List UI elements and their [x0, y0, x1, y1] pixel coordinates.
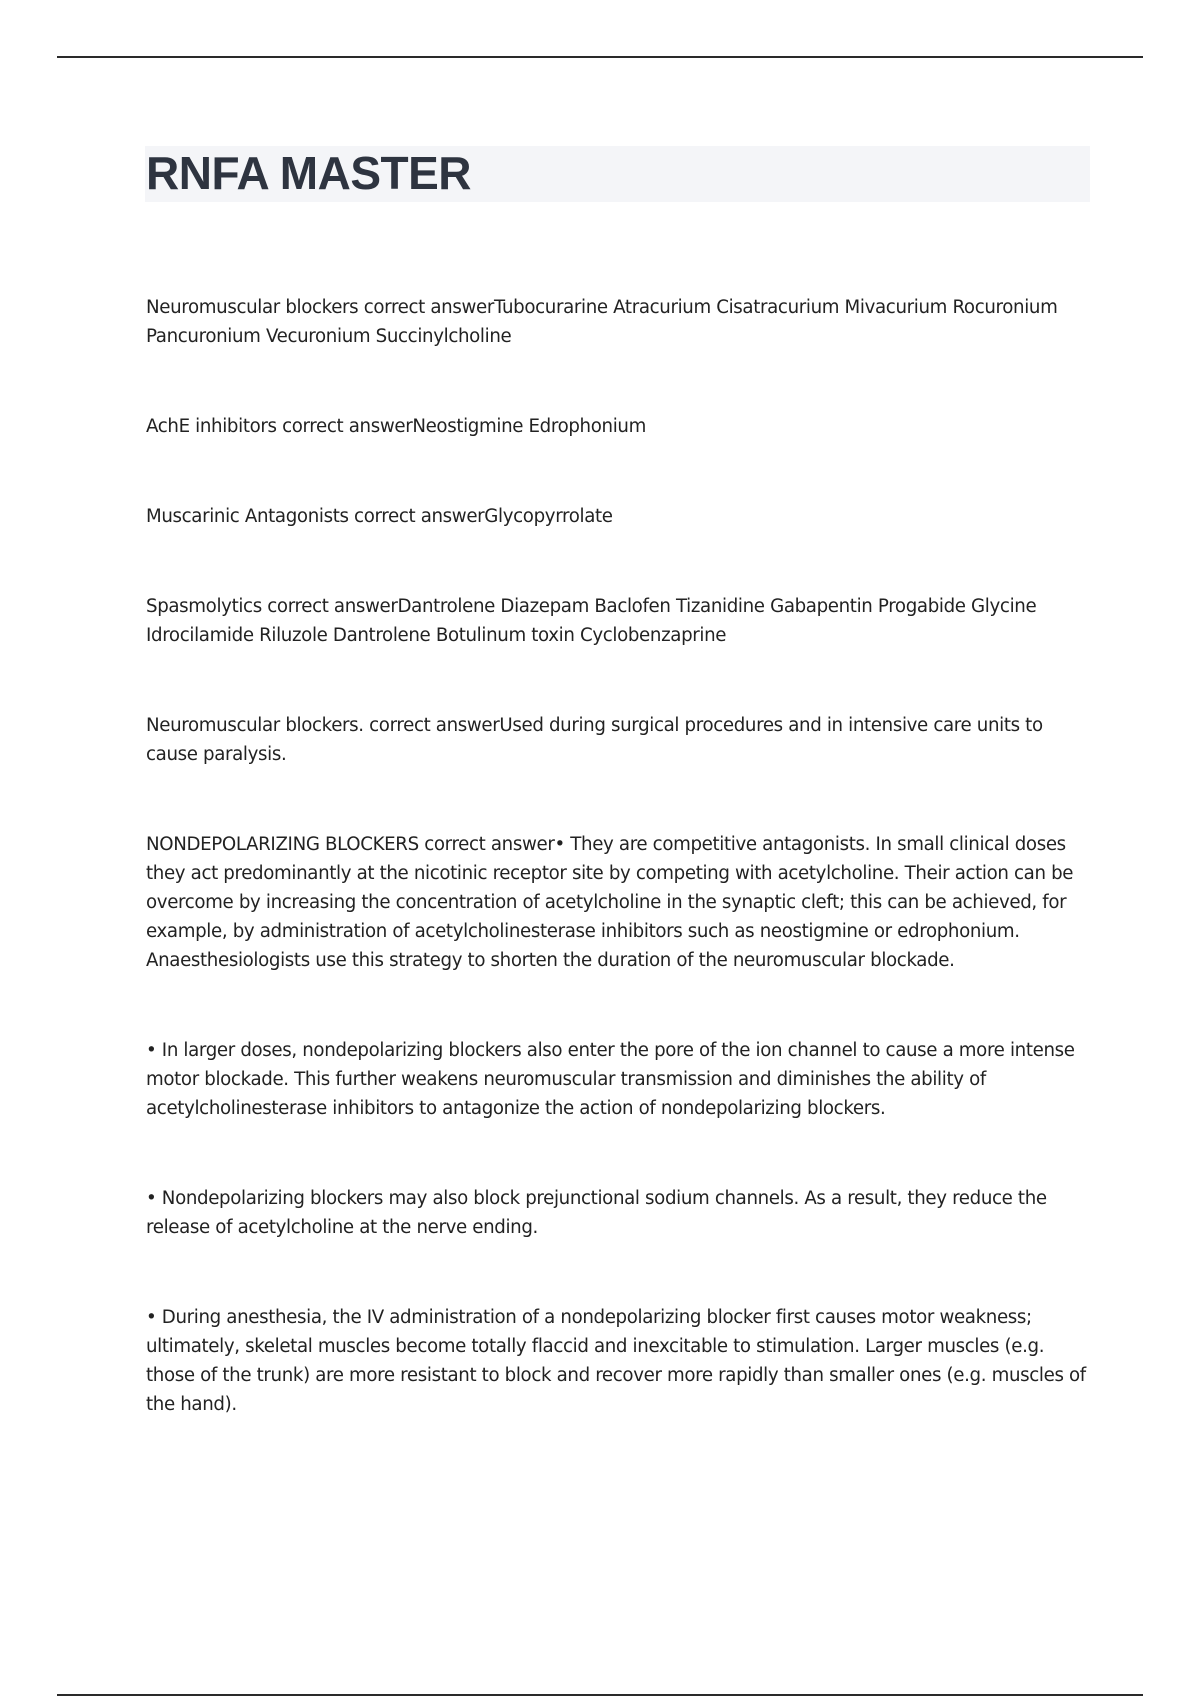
paragraph-prejunctional-sodium: • Nondepolarizing blockers may also block prejunctional sodium channels. As a result, they reduce the release of acetylcholine at the nerve ending.: [146, 1188, 1047, 1238]
paragraph-muscarinic-antagonists: Muscarinic Antagonists correct answerGlycopyrrolate: [146, 506, 613, 527]
paragraph-neuromuscular-blockers-use: Neuromuscular blockers. correct answerUsed during surgical procedures and in intensive care units to cause paralysis.: [146, 715, 1043, 765]
page-title: RNFA MASTER: [146, 147, 472, 199]
top-divider: [57, 56, 1143, 58]
bottom-divider: [57, 1694, 1143, 1696]
paragraph-nondepolarizing-blockers: NONDEPOLARIZING BLOCKERS correct answer• They are competitive antagonists. In small clinical doses they act predominantly at the nicotinic receptor site by competing with acetylcholine. Their action can be overcome by increasing the concentration of acetylcholine in the synaptic cleft; this can be achieved, for example, by administration of acetylcholinesterase inhibitors such as neostigmine or edrophonium. Anaesthesiologists use this strategy to shorten the duration of the neuromuscular blockade.: [146, 834, 1074, 971]
document-body: [146, 293, 1091, 1480]
paragraph-larger-doses: • In larger doses, nondepolarizing blockers also enter the pore of the ion channel to cause a more intense motor blockade. This further weakens neuromuscular transmission and diminishes the ability of acetylcholinesterase inhibitors to antagonize the action of nondepolarizing blockers.: [146, 1040, 1075, 1119]
paragraph-ache-inhibitors: AchE inhibitors correct answerNeostigmine Edrophonium: [146, 416, 646, 437]
paragraph-neuromuscular-blockers: Neuromuscular blockers correct answerTubocurarine Atracurium Cisatracurium Mivacurium Rocuronium Pancuronium Vecuronium Succinylcholine: [146, 297, 1058, 347]
paragraph-during-anesthesia: • During anesthesia, the IV administration of a nondepolarizing blocker first causes motor weakness; ultimately, skeletal muscles become totally flaccid and inexcitable to stimulation. Larger muscles (e.g. those of the trunk) are more resistant to block and recover more rapidly than smaller ones (e.g. muscles of the hand).: [146, 1307, 1086, 1415]
paragraph-spasmolytics: Spasmolytics correct answerDantrolene Diazepam Baclofen Tizanidine Gabapentin Progabide Glycine Idrocilamide Riluzole Dantrolene Botulinum toxin Cyclobenzaprine: [146, 596, 1037, 646]
